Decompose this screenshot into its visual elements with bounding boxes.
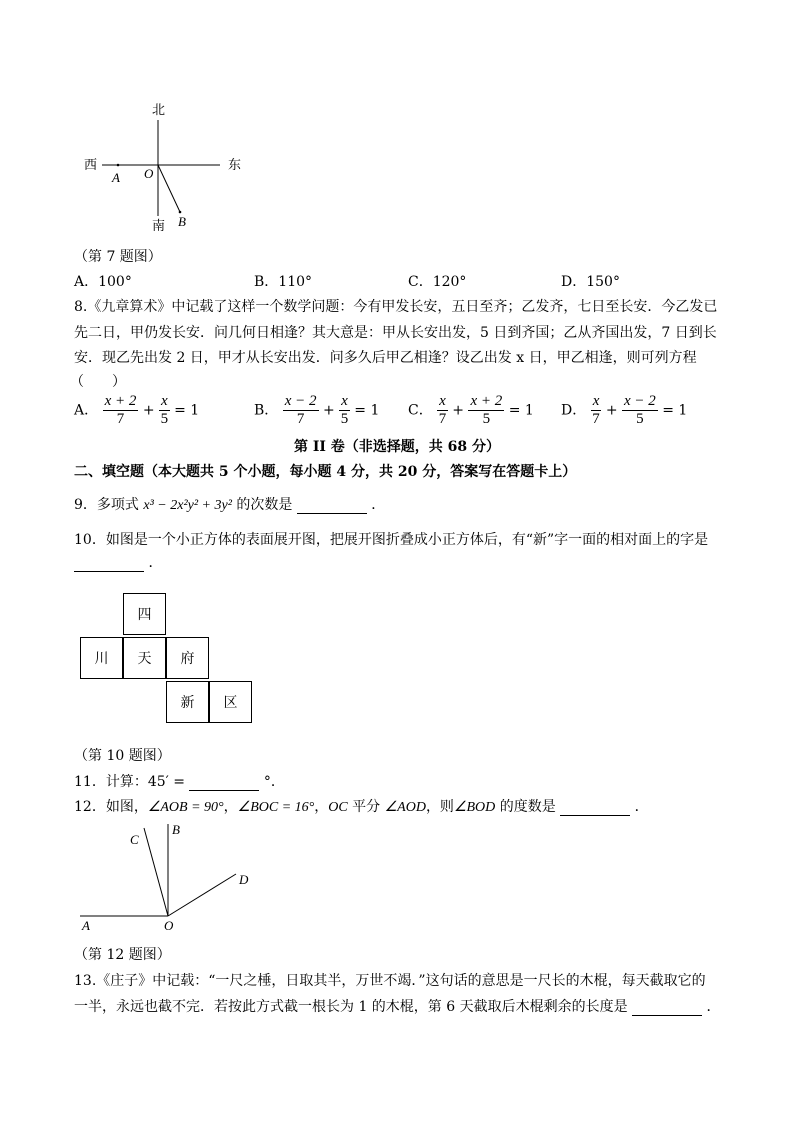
equation-rhs: = 1: [662, 402, 688, 419]
q8-answer-paren: （ ）: [70, 374, 126, 390]
plus-sign: +: [322, 402, 335, 419]
figure-7-caption: （第 7 题图）: [74, 249, 162, 265]
q9-polynomial: x³ − 2x²y² + 3y²: [143, 498, 232, 513]
q10-answer-line: [74, 552, 162, 572]
fraction-numerator: x: [161, 393, 168, 409]
q13-line-1: 13.《庄子》中记载：“一尺之棰，日取其半，万世不竭．”这句话的意思是一尺长的木棍，每天截取它的: [74, 973, 706, 989]
fraction-denominator: 5: [340, 411, 349, 427]
q9-prefix: 9．多项式: [74, 497, 139, 513]
point-a-label: A: [112, 170, 120, 185]
option-label: B．: [254, 402, 279, 419]
q10-answer-blank: [74, 557, 144, 572]
net-cell-tian: 天: [123, 637, 166, 679]
option-label: A．: [74, 402, 99, 419]
part-2-title: 第 II 卷（非选择题，共 68 分）: [293, 439, 501, 455]
fraction-denominator: 7: [438, 411, 447, 427]
q8-option-d: [561, 393, 687, 428]
east-label: 东: [228, 157, 242, 172]
fraction-denominator: 7: [592, 411, 600, 427]
fraction-denominator: 5: [160, 411, 169, 427]
figure-10-cube-net: [80, 593, 256, 725]
fraction-denominator: 5: [482, 411, 491, 427]
west-label: 西: [84, 157, 98, 172]
q10-line-1: 10．如图是一个小正方体的表面展开图，把展开图折叠成小正方体后，有“新”字一面的相对面上的字是: [74, 532, 709, 548]
q13-answer-blank: [632, 1001, 702, 1016]
net-cell-fu: 府: [166, 637, 209, 679]
q8-option-c: [408, 393, 534, 428]
fraction-numerator: x: [341, 393, 348, 409]
q12: 12．如图，∠AOB = 90°，∠BOC = 16°，OC 平分 ∠AOD，则∠BOD 的度数是 ．: [74, 799, 649, 815]
south-label: 南: [152, 218, 166, 233]
figure-7-compass: [80, 98, 250, 238]
q8-line-2: 先二日，甲仍发长安．问几何日相逢？其大意是：甲从长安出发，5 日到齐国；乙从齐国出发，7 日到长: [74, 325, 717, 341]
q8-line-1: 8.《九章算术》中记载了这样一个数学问题：今有甲发长安，五日至齐；乙发齐，七日至长安．今乙发已: [74, 299, 718, 315]
q11-suffix: °．: [263, 774, 285, 790]
section-2-title: 二、填空题（本大题共 5 个小题，每小题 4 分，共 20 分，答案写在答题卡上）: [74, 464, 577, 480]
fraction-numerator: x: [439, 393, 446, 409]
fraction-numerator: x − 2: [624, 393, 656, 409]
q7-option-a: A．100°: [74, 274, 132, 290]
fraction-numerator: x − 2: [284, 393, 317, 409]
fraction-denominator: 5: [636, 411, 644, 427]
q11: [74, 771, 285, 791]
option-label: C．: [408, 402, 433, 419]
option-label: D．: [561, 402, 587, 419]
q9: [74, 494, 385, 514]
equation-rhs: = 1: [354, 402, 380, 419]
q8-line-3: 安．现乙先出发 2 日，甲才从长安出发．问多久后甲乙相逢？设乙出发 x 日，甲乙相逢，则可列方程: [74, 350, 697, 366]
figure-12-caption: （第 12 题图）: [74, 947, 171, 963]
q8-option-a: [74, 393, 199, 428]
q10-end: ．: [148, 555, 163, 571]
fraction-numerator: x: [592, 393, 600, 409]
q7-option-b: B．110°: [254, 274, 313, 290]
q9-answer-blank: [297, 499, 367, 514]
q9-end: ．: [371, 497, 386, 513]
q11-prefix: 11．计算：45′ =: [74, 774, 185, 790]
point-b-label: B: [178, 214, 186, 229]
net-cell-qu: 区: [209, 681, 252, 723]
equation-rhs: = 1: [508, 402, 534, 419]
plus-sign: +: [142, 402, 155, 419]
q13-line-2: 一半，永远也截不完．若按此方式截一根长为 1 的木棍，第 6 天截取后木棍剩余的长度是 ．: [74, 999, 721, 1015]
net-cell-chuan: 川: [80, 637, 123, 679]
q9-suffix: 的次数是: [236, 497, 293, 513]
fraction-denominator: 7: [296, 411, 305, 427]
north-label: 北: [152, 102, 166, 117]
point-a-label: A: [82, 918, 90, 933]
net-cell-xin: 新: [166, 681, 209, 723]
fraction-numerator: x + 2: [104, 393, 137, 409]
point-o-label: O: [164, 918, 174, 933]
fraction-denominator: 7: [116, 411, 125, 427]
q12-answer-blank: [560, 801, 630, 816]
q11-answer-blank: [189, 776, 259, 791]
plus-sign: +: [452, 402, 465, 419]
equation-rhs: = 1: [174, 402, 200, 419]
figure-12-angles: [76, 818, 276, 936]
point-d-label: D: [239, 872, 249, 887]
figure-10-caption: （第 10 题图）: [74, 748, 171, 764]
plus-sign: +: [605, 402, 618, 419]
point-c-label: C: [130, 832, 139, 847]
q7-option-c: C．120°: [408, 274, 467, 290]
fraction-numerator: x + 2: [470, 393, 503, 409]
net-cell-si: 四: [123, 593, 166, 635]
point-b-label: B: [172, 822, 180, 837]
q8-option-b: [254, 393, 379, 428]
point-o-label: O: [144, 166, 154, 181]
q7-option-d: D．150°: [561, 274, 620, 290]
